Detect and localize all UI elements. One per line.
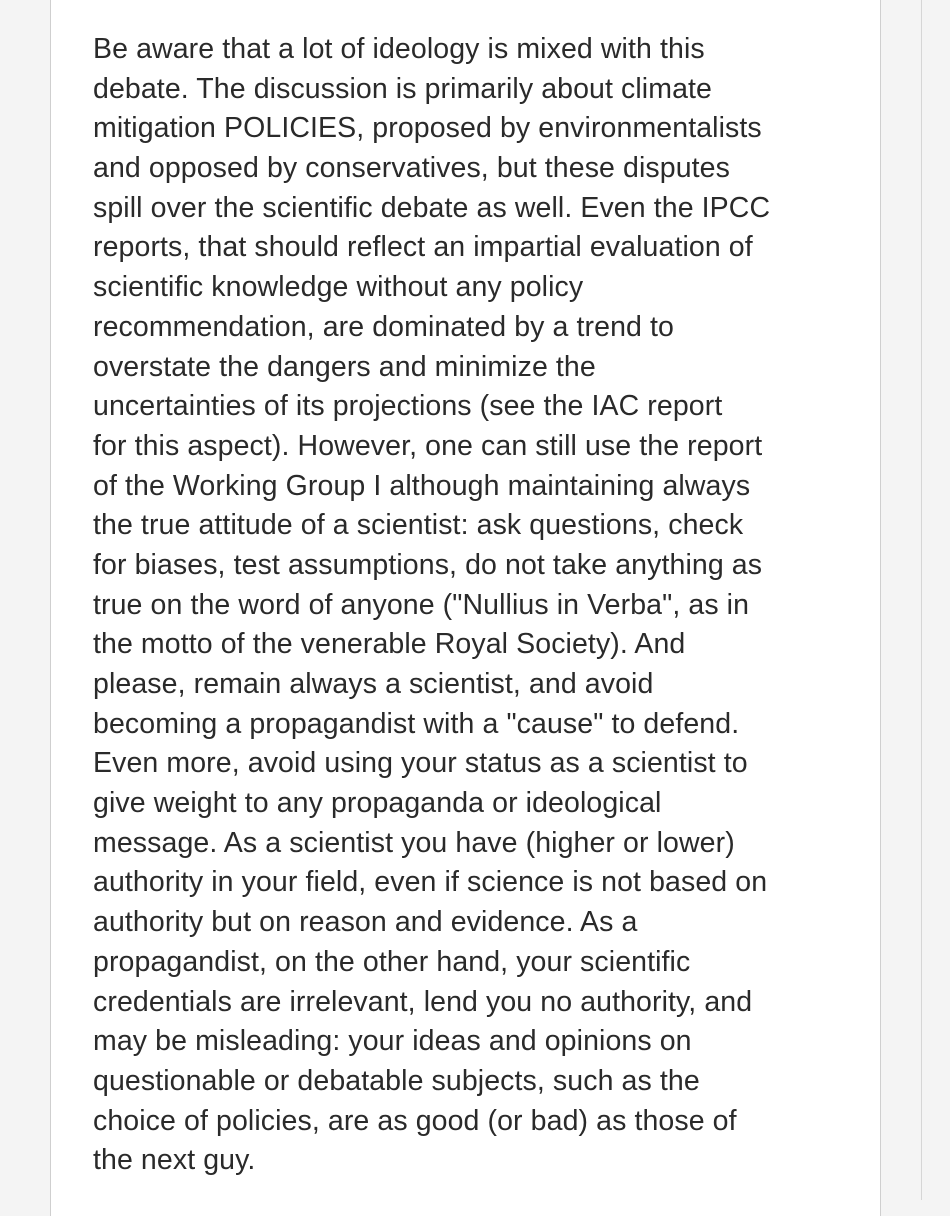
- text-line: choice of policies, are as good (or bad) as those of: [93, 1104, 737, 1137]
- text-line: reports, that should reflect an impartial evaluation of: [93, 231, 753, 264]
- text-line: authority but on reason and evidence. As a: [93, 906, 638, 939]
- text-line: propagandist, on the other hand, your scientific: [93, 945, 691, 978]
- text-line: give weight to any propaganda or ideological: [93, 787, 662, 820]
- text-line: becoming a propagandist with a "cause" to defend.: [93, 707, 740, 740]
- text-line: the true attitude of a scientist: ask questions, check: [93, 509, 744, 542]
- text-line: may be misleading: your ideas and opinions on: [93, 1025, 692, 1058]
- text-line: spill over the scientific debate as well. Even the IPCC: [93, 191, 771, 224]
- text-line: Be aware that a lot of ideology is mixed with this: [93, 33, 705, 65]
- text-line: please, remain always a scientist, and avoid: [93, 668, 654, 700]
- text-line: the motto of the venerable Royal Society). And: [93, 628, 686, 661]
- text-line: message. As a scientist you have (higher or lower): [93, 826, 735, 859]
- text-line: and opposed by conservatives, but these disputes: [93, 152, 730, 185]
- text-line: scientific knowledge without any policy: [93, 271, 584, 304]
- page-margin: [921, 0, 950, 1200]
- divider: [921, 0, 922, 1200]
- text-line: questionable or debatable subjects, such as the: [93, 1064, 700, 1097]
- text-line: true on the word of anyone ("Nullius in Verba", as in: [93, 588, 750, 621]
- text-line: for this aspect). However, one can still use the report: [93, 429, 763, 462]
- text-line: uncertainties of its projections (see the IAC report: [93, 390, 723, 423]
- text-line: of the Working Group I although maintaining always: [93, 469, 751, 502]
- text-line: the next guy.: [93, 1144, 256, 1177]
- text-line: for biases, test assumptions, do not take anything as: [93, 548, 763, 581]
- comment-text: [93, 30, 770, 1181]
- text-line: overstate the dangers and minimize the: [93, 350, 596, 383]
- text-line: recommendation, are dominated by a trend to: [93, 310, 674, 343]
- text-line: debate. The discussion is primarily about climate: [93, 72, 712, 105]
- text-line: credentials are irrelevant, lend you no authority, and: [93, 985, 753, 1018]
- text-line: authority in your field, even if science is not based on: [93, 866, 768, 899]
- text-line: mitigation POLICIES, proposed by environmentalists: [93, 112, 762, 145]
- text-line: Even more, avoid using your status as a scientist to: [93, 747, 748, 780]
